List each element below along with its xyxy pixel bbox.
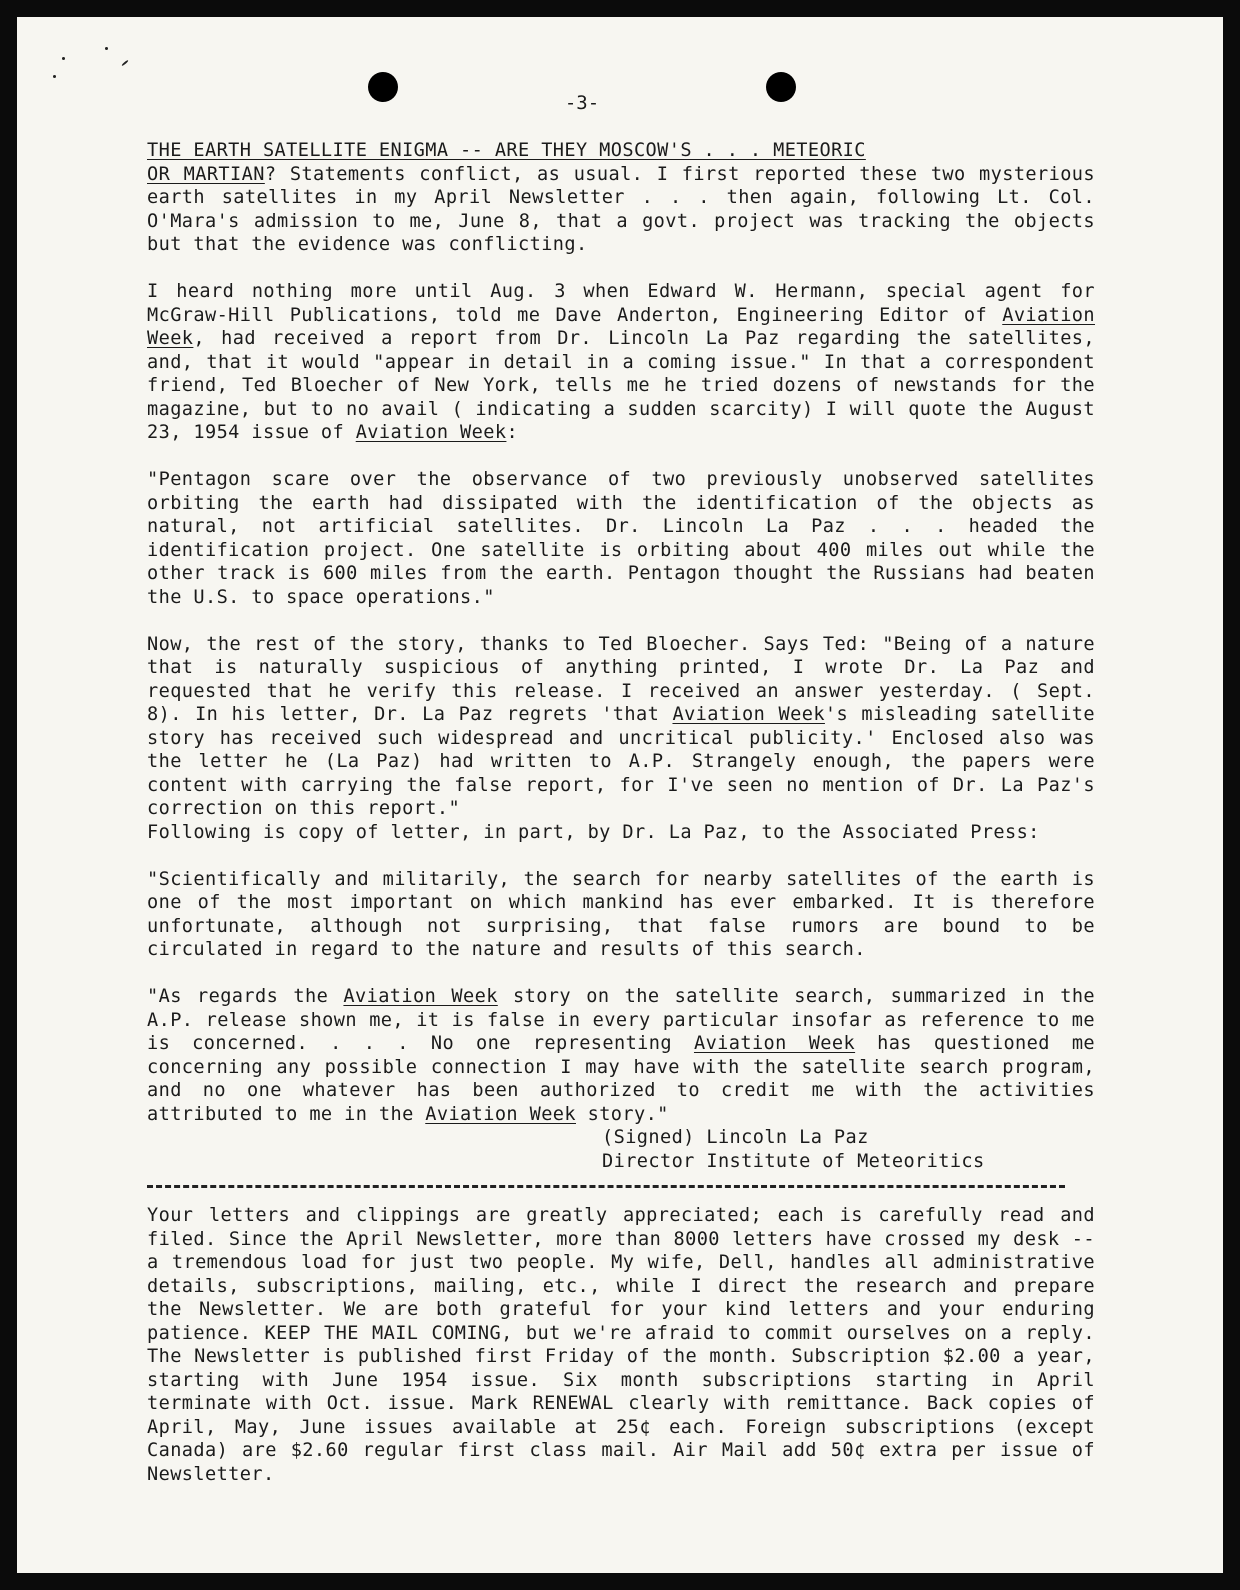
page-number: -3-: [564, 92, 600, 114]
closing-paragraph: Your letters and clippings are greatly appreciated; each is carefully read and filed. Since the April Newsletter, more than 8000 letters have crossed my desk -- a tremendous load for just two people. My wife, Dell, handles all administrative details, subscriptions, mailing, etc., while I direct the research and prepare the Newsletter. We are both grateful for your kind letters and your enduring patience. KEEP THE MAIL COMING, but we're afraid to commit ourselves on a reply. The Newsletter is published first Friday of the month. Subscription $2.00 a year, starting with June 1954 issue. Six month subscriptions starting in April terminate with Oct. issue. Mark RENEWAL clearly with remittance. Back copies of April, May, June issues available at 25¢ each. Foreign subscriptions (except Canada) are $2.60 regular first class mail. Air Mail add 50¢ extra per issue of Newsletter.: [147, 1205, 1095, 1485]
article-heading: THE EARTH SATELLITE ENIGMA -- ARE THEY MOSCOW'S . . . METEORIC: [147, 140, 866, 161]
paragraph-text: ? Statements conflict, as usual. I first reported these two mysterious earth satellites in my April Newsletter . . . then again, following Lt. Col. O'Mara's admission to me, June 8, that a govt. project was tracking the objects but that the evidence was conflicting.: [147, 163, 1095, 255]
quote-aviation-week: "Pentagon scare over the observance of two previously unobserved satellites orbiting the earth had dissipated with the identification of the objects as natural, not artificial satellites. Dr. Lincoln La Paz . . . headed the identification project. One satellite is orbiting about 400 miles out while the other track is 600 miles from the earth. Pentagon thought the Russians had beaten the U.S. to space operations.": [147, 469, 1095, 608]
quote-lapaz-2: [147, 985, 1095, 1126]
publication-title: Aviation Week: [355, 422, 507, 443]
publication-title: Aviation Week: [343, 986, 498, 1007]
paragraph-text: story on the satellite search, summarized in the A.P. release shown me, it is false in every particular insofar as reference to me is concerned. . . . No one representing: [147, 986, 1096, 1054]
paragraph-text: I heard nothing more until Aug. 3 when Edward W. Hermann, special agent for McGraw-Hill Publications, told me Dave Anderton, Engineering Editor of: [147, 281, 1095, 326]
signature-title: Director Institute of Meteoritics: [602, 1150, 985, 1172]
paragraph-text: has questioned me concerning any possible connection I may have with the satellite search program, and no one whatever has been authorized to credit me with the activities attributed to me in the: [147, 1033, 1096, 1125]
publication-title: Aviation Week: [425, 1103, 576, 1125]
paragraph-text: story.": [576, 1103, 669, 1125]
publication-title: Aviation Week: [672, 704, 825, 725]
paragraph-letter-intro: Following is copy of letter, in part, by Dr. La Paz, to the Associated Press:: [147, 821, 1040, 843]
punch-hole-right: [766, 72, 796, 102]
article-heading-cont: OR MARTIAN: [147, 163, 265, 185]
paragraph-bloecher: [147, 633, 1095, 821]
quote-lapaz-1: "Scientifically and militarily, the search for nearby satellites of the earth is one of the most important on which mankind has ever embarked. It is therefore unfortunate, although not surprising, that false rumors are bound to be circulated in regard to the nature and results of this search.: [147, 868, 1095, 960]
paragraph-hermann: [147, 280, 1095, 445]
publication-title: Aviation Week: [693, 1033, 856, 1054]
punch-hole-left: [368, 72, 398, 102]
body-text: [147, 139, 1095, 1486]
paragraph-text: "As regards the: [147, 986, 344, 1007]
paper-speck: [121, 60, 128, 67]
paragraph-text: , had received a report from Dr. Lincoln La Paz regarding the satellites, and, that it would "appear in detail in a coming issue." In that a correspondent friend, Ted Bloecher of New York, tells me he tried dozens of newstands for the magazine, but to no avail ( indicating a sudden scarcity) I will quote the August 23, 1954 issue of: [147, 328, 1095, 443]
paragraph-text: Now, the rest of the story, thanks to Ted Bloecher. Says Ted: "Being of a nature that is naturally suspicious of anything printed, I wrote Dr. La Paz and requested that he verify this release. I received an answer yesterday. ( Sept. 8). In his letter, Dr. La Paz regrets 'that: [147, 633, 1095, 725]
document-page: [17, 17, 1223, 1573]
dashed-divider: [147, 1185, 1065, 1188]
paper-speck: [62, 57, 65, 60]
paragraph-intro: [147, 139, 1095, 257]
signature-name: (Signed) Lincoln La Paz: [602, 1127, 869, 1148]
paper-speck: [53, 75, 56, 78]
paragraph-text: 's misleading satellite story has received such widespread and uncritical publicity.' Enclosed also was the letter he (La Paz) had written to A.P. Strangely enough, the papers were content with carrying the false report, for I've seen no mention of Dr. La Paz's correction on this report.": [147, 704, 1095, 819]
signature-block: [602, 1126, 1095, 1173]
paragraph-text: :: [506, 422, 519, 443]
paper-speck: [105, 47, 108, 50]
publication-title: Aviation Week: [147, 304, 1095, 349]
